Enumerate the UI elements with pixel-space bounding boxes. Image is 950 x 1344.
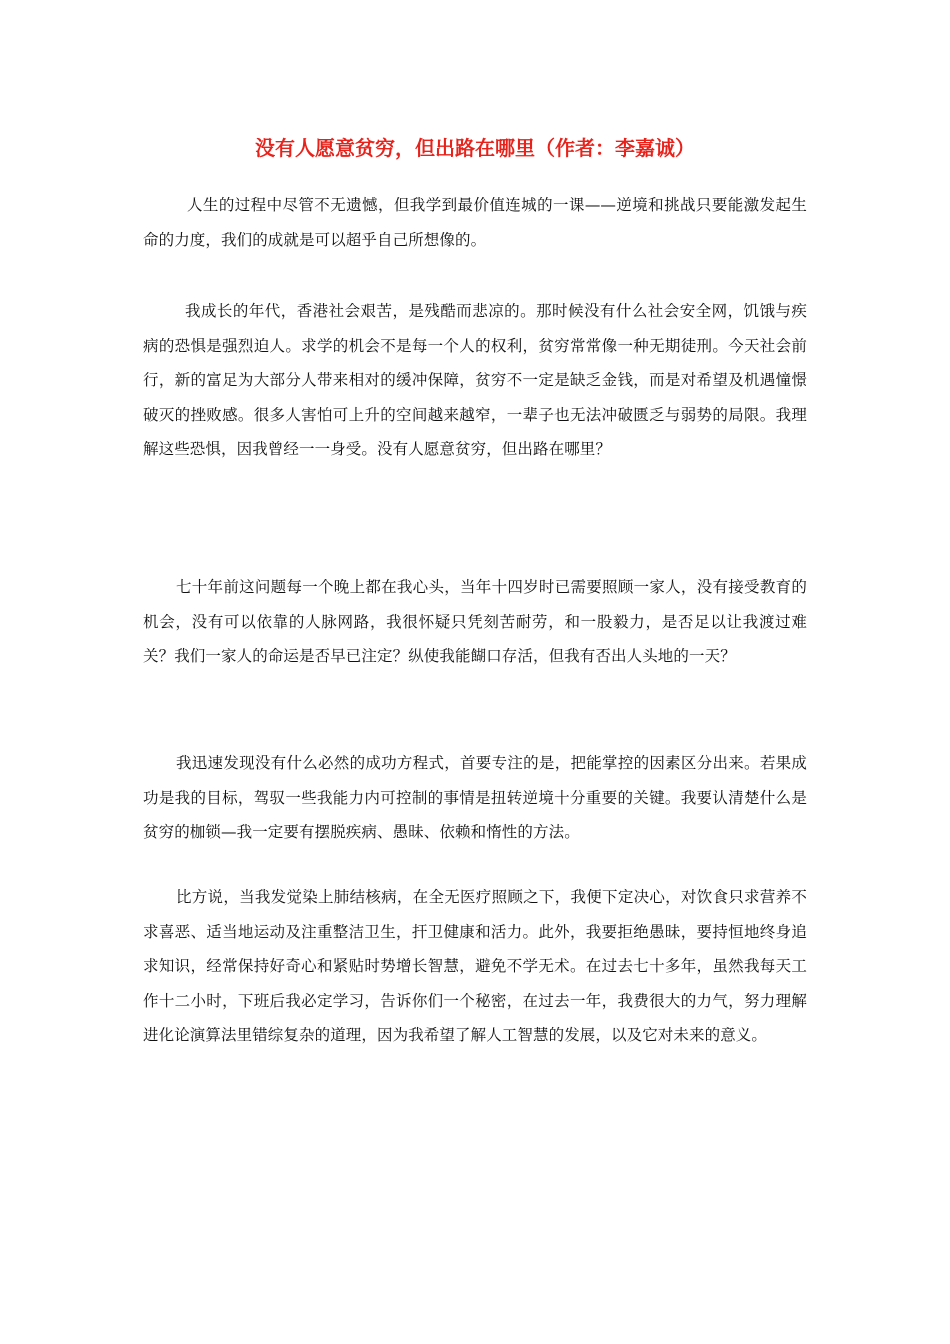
document-title: 没有人愿意贫穷，但出路在哪里（作者：李嘉诚） <box>255 136 695 160</box>
paragraph-1: 人生的过程中尽管不无遗憾，但我学到最价值连城的一课——逆境和挑战只要能激发起生命的力度，我们的成就是可以超乎自己所想像的。 <box>143 196 807 249</box>
paragraph-3: 七十年前这问题每一个晚上都在我心头，当年十四岁时已需要照顾一家人，没有接受教育的机会，没有可以依靠的人脉网路，我很怀疑只凭刻苦耐劳，和一股毅力，是否足以让我渡过难关？我们一家人的命运是否早已注定？纵使我能餬口存活，但我有否出人头地的一天？ <box>143 578 807 665</box>
paragraph-2: 我成长的年代，香港社会艰苦，是残酷而悲凉的。那时候没有什么社会安全网，饥饿与疾病的恐惧是强烈迫人。求学的机会不是每一个人的权利，贫穷常常像一种无期徒刑。今天社会前行，新的富足为大部分人带来相对的缓冲保障，贫穷不一定是缺乏金钱，而是对希望及机遇憧憬破灭的挫败感。很多人害怕可上升的空间越来越窄，一辈子也无法冲破匮乏与弱势的局限。我理解这些恐惧，因我曾经一一身受。没有人愿意贫穷，但出路在哪里？ <box>143 302 807 458</box>
paragraph-5: 比方说，当我发觉染上肺结核病，在全无医疗照顾之下，我便下定决心，对饮食只求营养不求喜恶、适当地运动及注重整洁卫生，扞卫健康和活力。此外，我要拒绝愚昧，要持恒地终身追求知识，经常保持好奇心和紧贴时势增长智慧，避免不学无术。在过去七十多年，虽然我每天工作十二小时，下班后我必定学习，告诉你们一个秘密，在过去一年，我费很大的力气，努力理解进化论演算法里错综复杂的道理，因为我希望了解人工智慧的发展，以及它对未来的意义。 <box>143 888 807 1044</box>
paragraph-4: 我迅速发现没有什么必然的成功方程式，首要专注的是，把能掌控的因素区分出来。若果成功是我的目标，驾驭一些我能力内可控制的事情是扭转逆境十分重要的关键。我要认清楚什么是贫穷的枷锁—我一定要有摆脱疾病、愚昧、依赖和惰性的方法。 <box>143 754 807 841</box>
